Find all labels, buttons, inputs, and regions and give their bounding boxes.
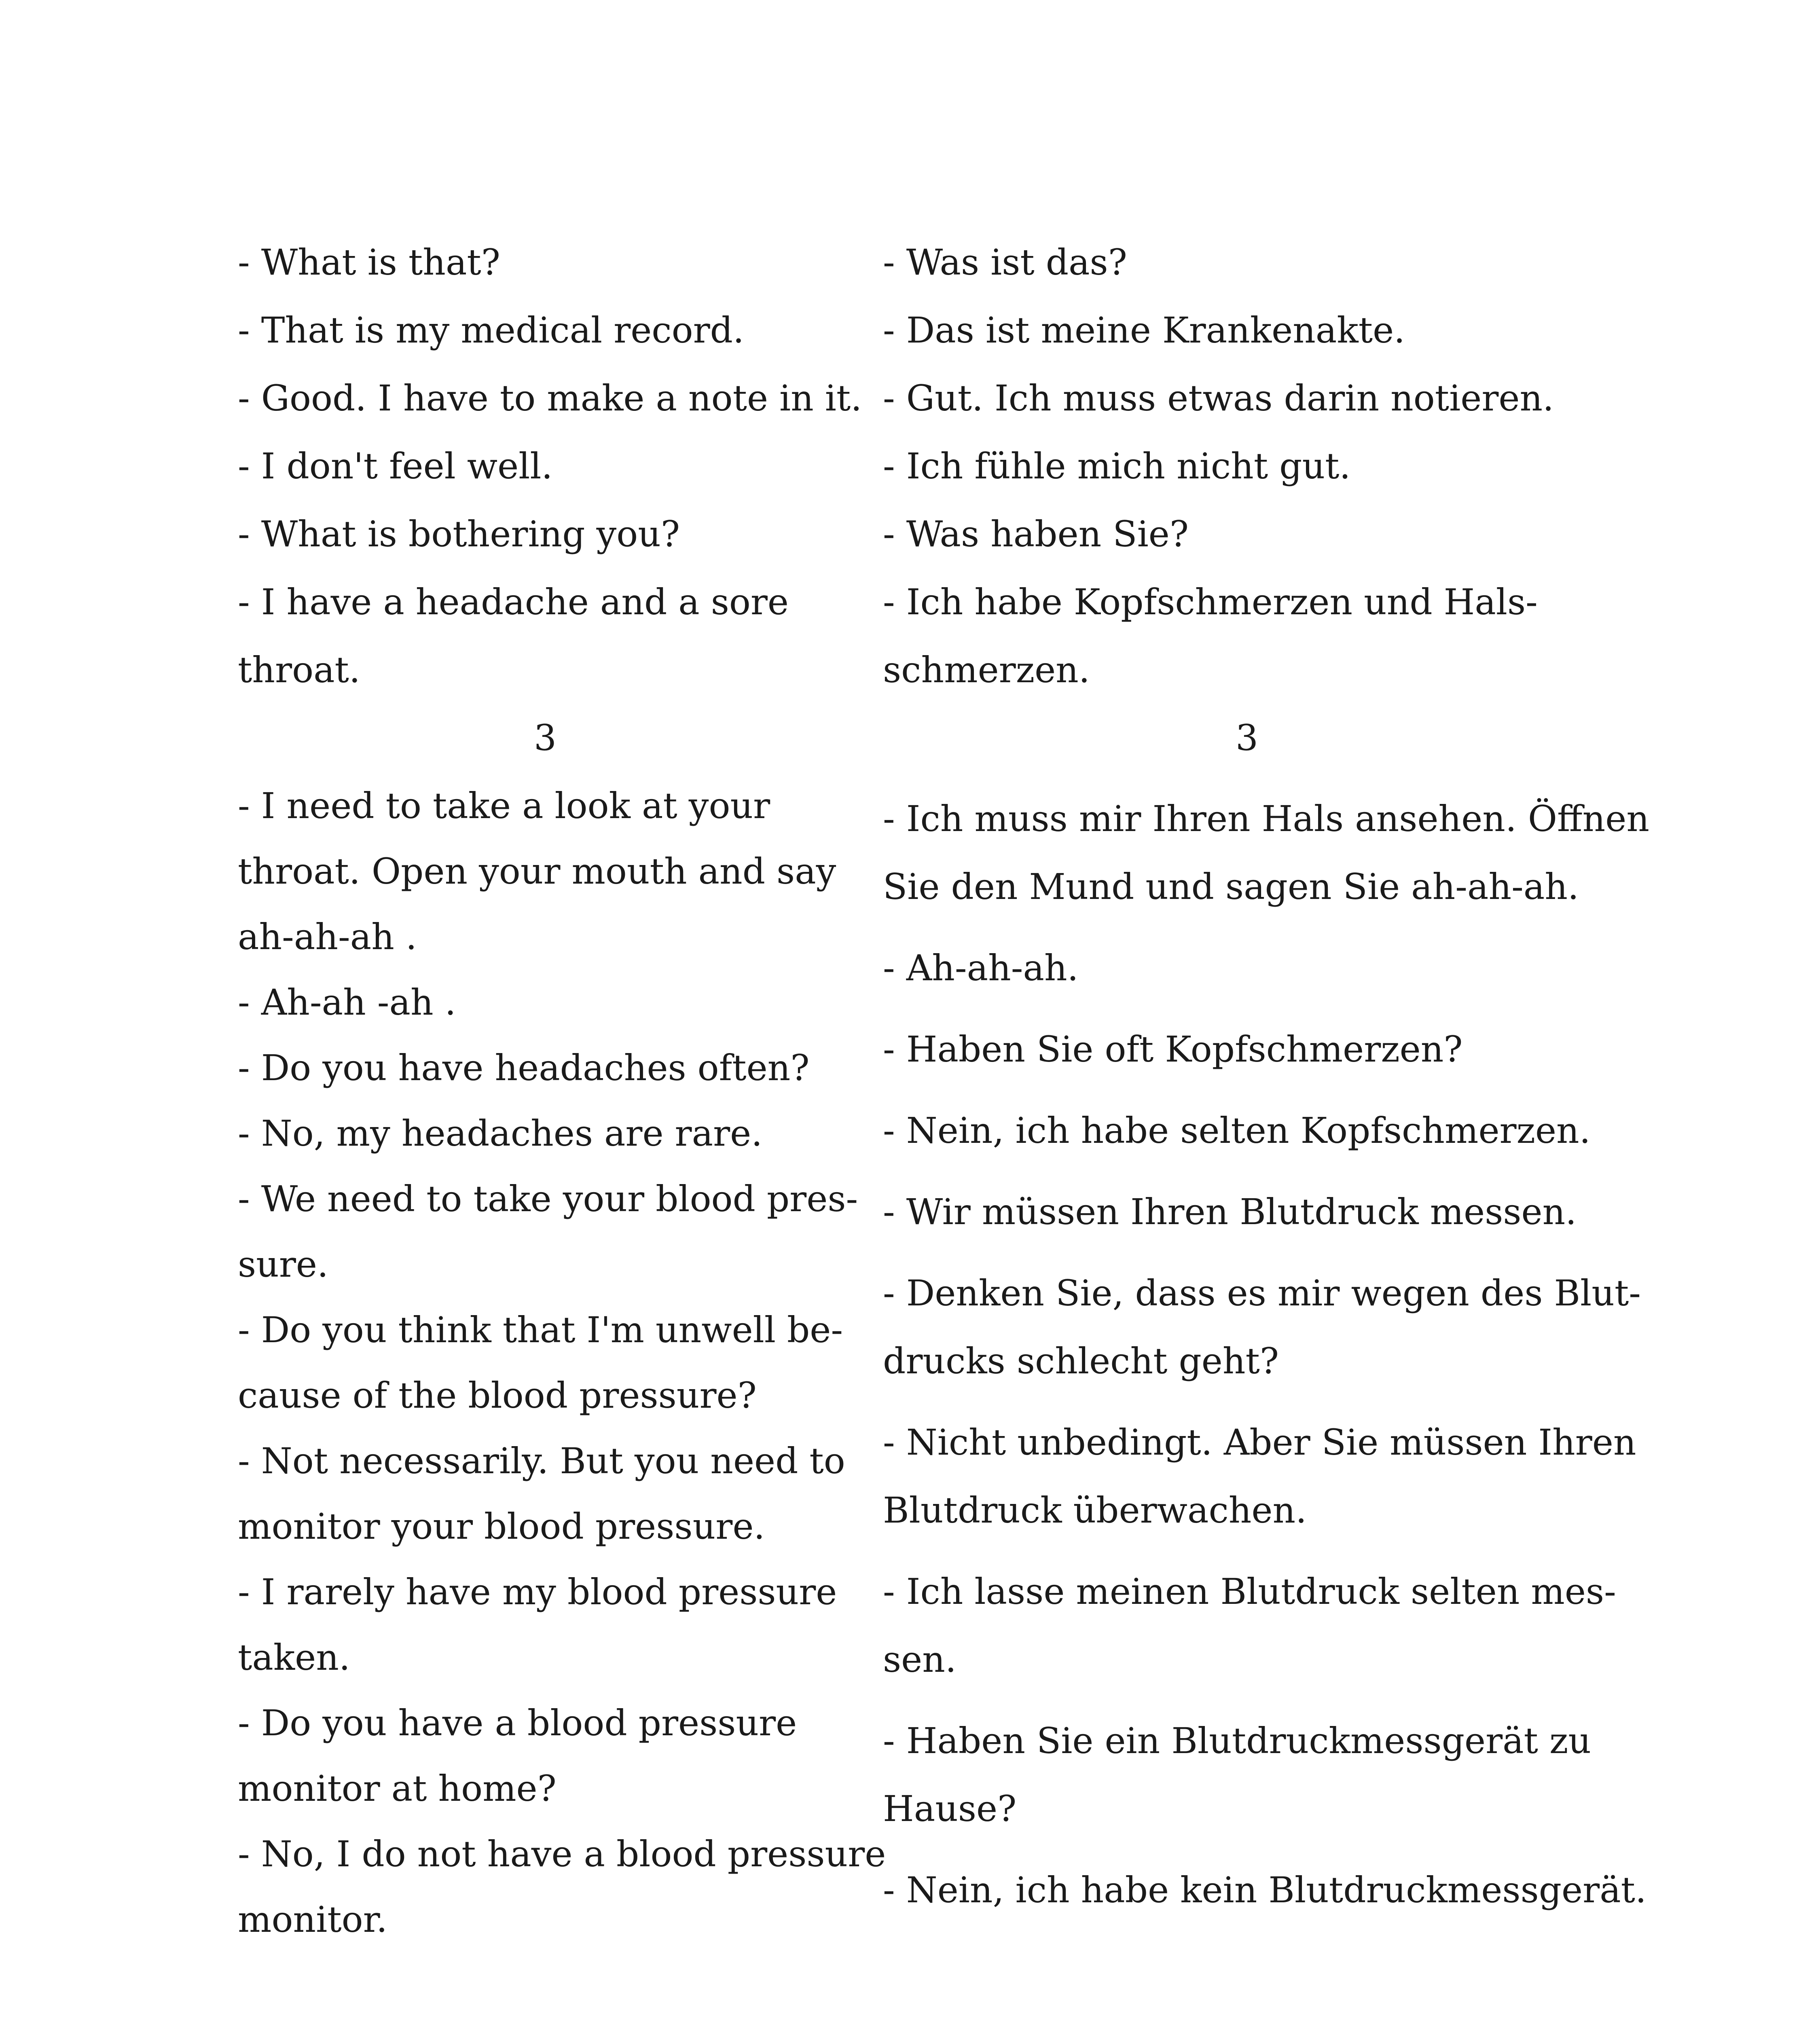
- english-line: - I have a headache and a sore: [238, 581, 789, 623]
- english-line: monitor at home?: [238, 1768, 557, 1809]
- english-line: - What is bothering you?: [238, 513, 680, 555]
- german-line: - Was ist das?: [883, 241, 1127, 283]
- english-line: - I don't feel well.: [238, 445, 553, 487]
- english-line: - Do you think that I'm unwell be-: [238, 1309, 843, 1351]
- english-line: throat. Open your mouth and say: [238, 850, 836, 892]
- german-line: - Nicht unbedingt. Aber Sie müssen Ihren: [883, 1421, 1636, 1463]
- german-line: - Ah-ah-ah.: [883, 947, 1079, 989]
- german-line: drucks schlecht geht?: [883, 1340, 1279, 1382]
- english-line: - Ah-ah -ah .: [238, 981, 456, 1023]
- german-line: - Ich habe Kopfschmerzen und Hals-: [883, 581, 1538, 623]
- english-line: - Do you have a blood pressure: [238, 1702, 797, 1744]
- english-line: - I need to take a look at your: [238, 785, 770, 827]
- german-line: - Haben Sie oft Kopfschmerzen?: [883, 1028, 1463, 1070]
- german-line: sen.: [883, 1639, 957, 1680]
- english-line: - No, I do not have a blood pressure: [238, 1833, 886, 1875]
- german-line: - Was haben Sie?: [883, 513, 1189, 555]
- german-line: - Gut. Ich muss etwas darin notieren.: [883, 377, 1554, 419]
- english-line: monitor your blood pressure.: [238, 1506, 765, 1547]
- english-line: - That is my medical record.: [238, 309, 744, 351]
- english-section-number: 3: [534, 717, 557, 759]
- english-line: - No, my headaches are rare.: [238, 1113, 763, 1154]
- english-line: - I rarely have my blood pressure: [238, 1571, 837, 1613]
- german-line: - Das ist meine Krankenakte.: [883, 309, 1405, 351]
- english-line: - We need to take your blood pres-: [238, 1178, 858, 1220]
- english-line: - Not necessarily. But you need to: [238, 1440, 845, 1482]
- german-section-number: 3: [1236, 717, 1258, 759]
- english-line: sure.: [238, 1244, 328, 1285]
- english-line: - Do you have headaches often?: [238, 1047, 810, 1089]
- german-line: - Nein, ich habe kein Blutdruckmessgerät.: [883, 1869, 1647, 1911]
- german-line: schmerzen.: [883, 649, 1090, 691]
- german-line: - Ich lasse meinen Blutdruck selten mes-: [883, 1571, 1616, 1612]
- german-line: - Nein, ich habe selten Kopfschmerzen.: [883, 1110, 1591, 1151]
- german-line: - Ich muss mir Ihren Hals ansehen. Öffnen: [883, 798, 1650, 840]
- english-line: throat.: [238, 649, 360, 691]
- german-line: Blutdruck überwachen.: [883, 1489, 1307, 1531]
- german-line: - Wir müssen Ihren Blutdruck messen.: [883, 1191, 1577, 1233]
- english-line: cause of the blood pressure?: [238, 1375, 757, 1416]
- english-line: monitor.: [238, 1899, 387, 1940]
- english-line: ah-ah-ah .: [238, 916, 417, 958]
- english-line: - Good. I have to make a note in it.: [238, 377, 862, 419]
- english-line: taken.: [238, 1637, 350, 1678]
- german-line: Hause?: [883, 1788, 1017, 1830]
- english-line: - What is that?: [238, 241, 500, 283]
- german-line: - Haben Sie ein Blutdruckmessgerät zu: [883, 1720, 1591, 1762]
- german-line: - Ich fühle mich nicht gut.: [883, 445, 1351, 487]
- german-line: - Denken Sie, dass es mir wegen des Blut-: [883, 1272, 1641, 1314]
- german-line: Sie den Mund und sagen Sie ah-ah-ah.: [883, 866, 1579, 907]
